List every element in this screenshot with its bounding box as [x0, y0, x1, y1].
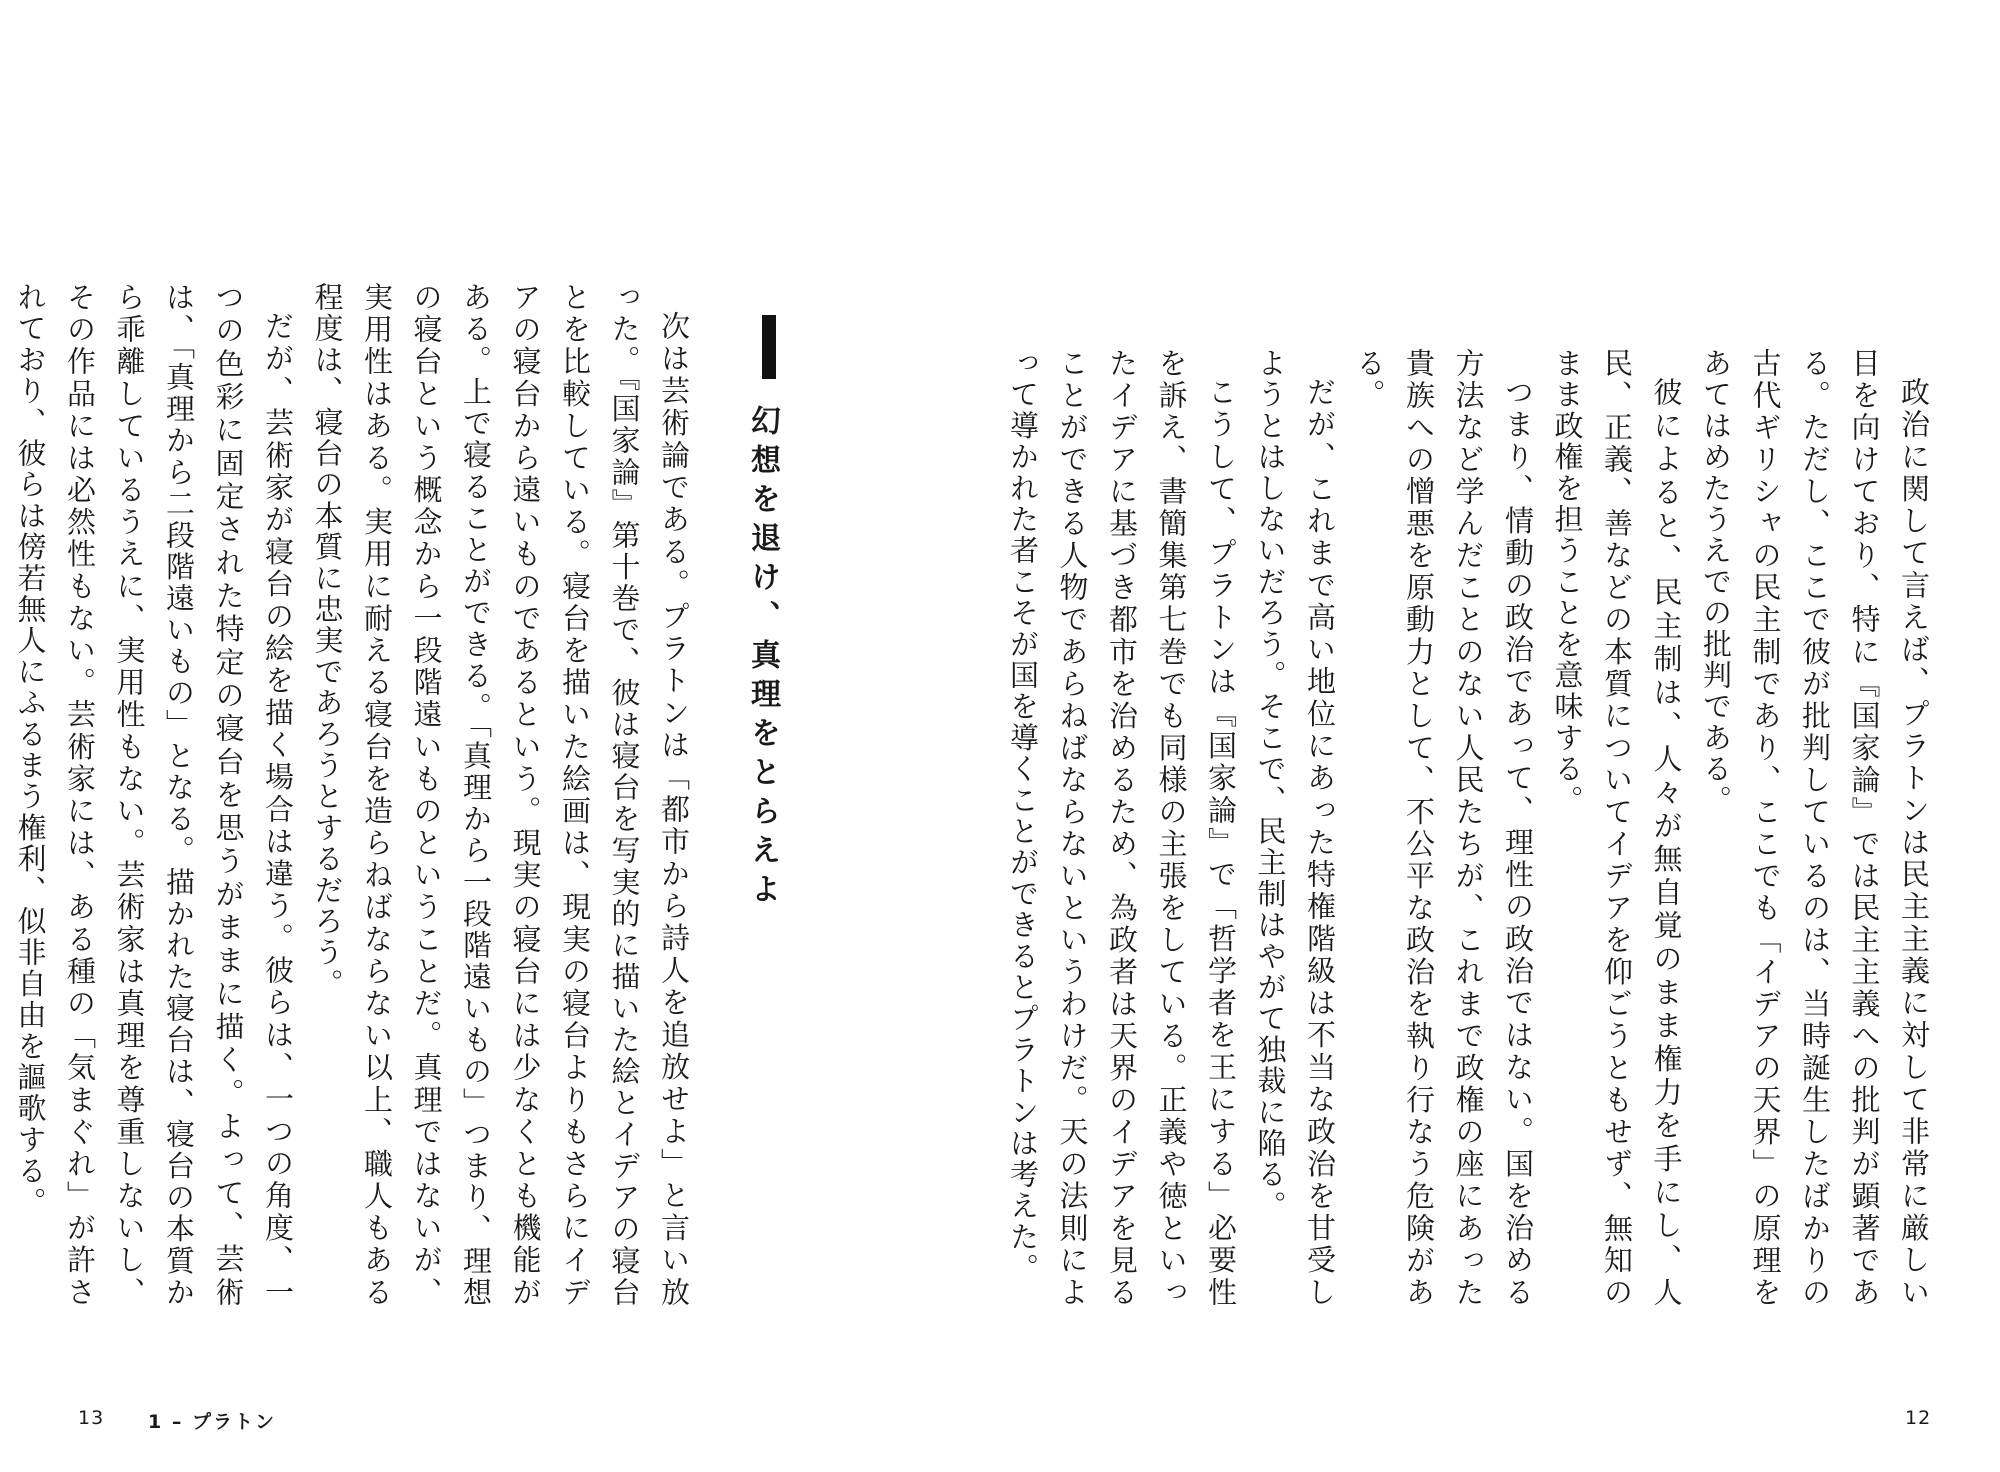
page-number: 12	[1905, 1407, 1932, 1429]
paragraph: だが、これまで高い地位にあった特権階級は不当な政治を甘受しようとはしないだろう。そこで、民主制はやがて独裁に陥る。	[1253, 348, 1337, 1308]
page-number: 13	[78, 1407, 105, 1429]
heading-marker-bar	[762, 315, 776, 379]
paragraph: 彼によると、民主制は、人々が無自覚のまま権力を手にし、人民、正義、善などの本質についてイデアを仰ごうともせず、無知のまま政権を担うことを意味する。	[1550, 348, 1684, 1308]
left-body-text	[5, 282, 698, 1308]
running-head: 1 – プラトン	[148, 1411, 276, 1433]
paragraph: 次は芸術論である。プラトンは「都市から詩人を追放せよ」と言い放った。『国家論』第十巻で、彼は寝台を写実的に描いた絵とイデアの寝台とを比較している。寝台を描いた絵画は、現実の寝台よりもさらにイデアの寝台から遠いものであるという。現実の寝台には少なくとも機能がある。上で寝ることができる。「真理から一段階遠いもの」つまり、理想の寝台という概念から一段階遠いものということだ。真理ではないが、実用性はある。実用に耐える寝台を造らねばならない以上、職人もある程度は、寝台の本質に忠実であろうとするだろう。	[310, 282, 691, 1308]
paragraph: だが、芸術家が寝台の絵を描く場合は違う。彼らは、一つの角度、一つの色彩に固定された特定の寝台を思うがままに描く。よって、芸術は、「真理から二段階遠いもの」となる。描かれた寝台は、寝台の本質から乖離しているうえに、実用性もない。芸術家は真理を尊重しないし、その作品には必然性もない。芸術家には、ある種の「気まぐれ」が許されており、彼らは傍若無人にふるまう権利、似非自由を謳歌する。	[13, 282, 295, 1308]
right-page	[1000, 0, 2000, 1472]
right-body-text	[998, 348, 1939, 1308]
paragraph: こうして、プラトンは『国家論』で「哲学者を王にする」必要性を訴え、書簡集第七巻でも同様の主張をしている。正義や徳といったイデアに基づき都市を治めるため、為政者は天界のイデアを見ることができる人物であらねばならないというわけだ。天の法則によって導かれた者こそが国を導くことができるとプラトンは考えた。	[1006, 348, 1238, 1308]
paragraph: つまり、情動の政治であって、理性の政治ではない。国を治める方法など学んだことのない人民たちが、これまで政権の座にあった貴族への憎悪を原動力として、不公平な政治を執り行なう危険がある。	[1352, 348, 1535, 1308]
section-heading: 幻想を退け、真理をとらえよ	[745, 405, 780, 912]
paragraph: 政治に関して言えば、プラトンは民主主義に対して非常に厳しい目を向けており、特に『国家論』では民主主義への批判が顕著である。ただし、ここで彼が批判しているのは、当時誕生したばかりの古代ギリシャの民主制であり、ここでも「イデアの天界」の原理をあてはめたうえでの批判である。	[1699, 348, 1931, 1308]
